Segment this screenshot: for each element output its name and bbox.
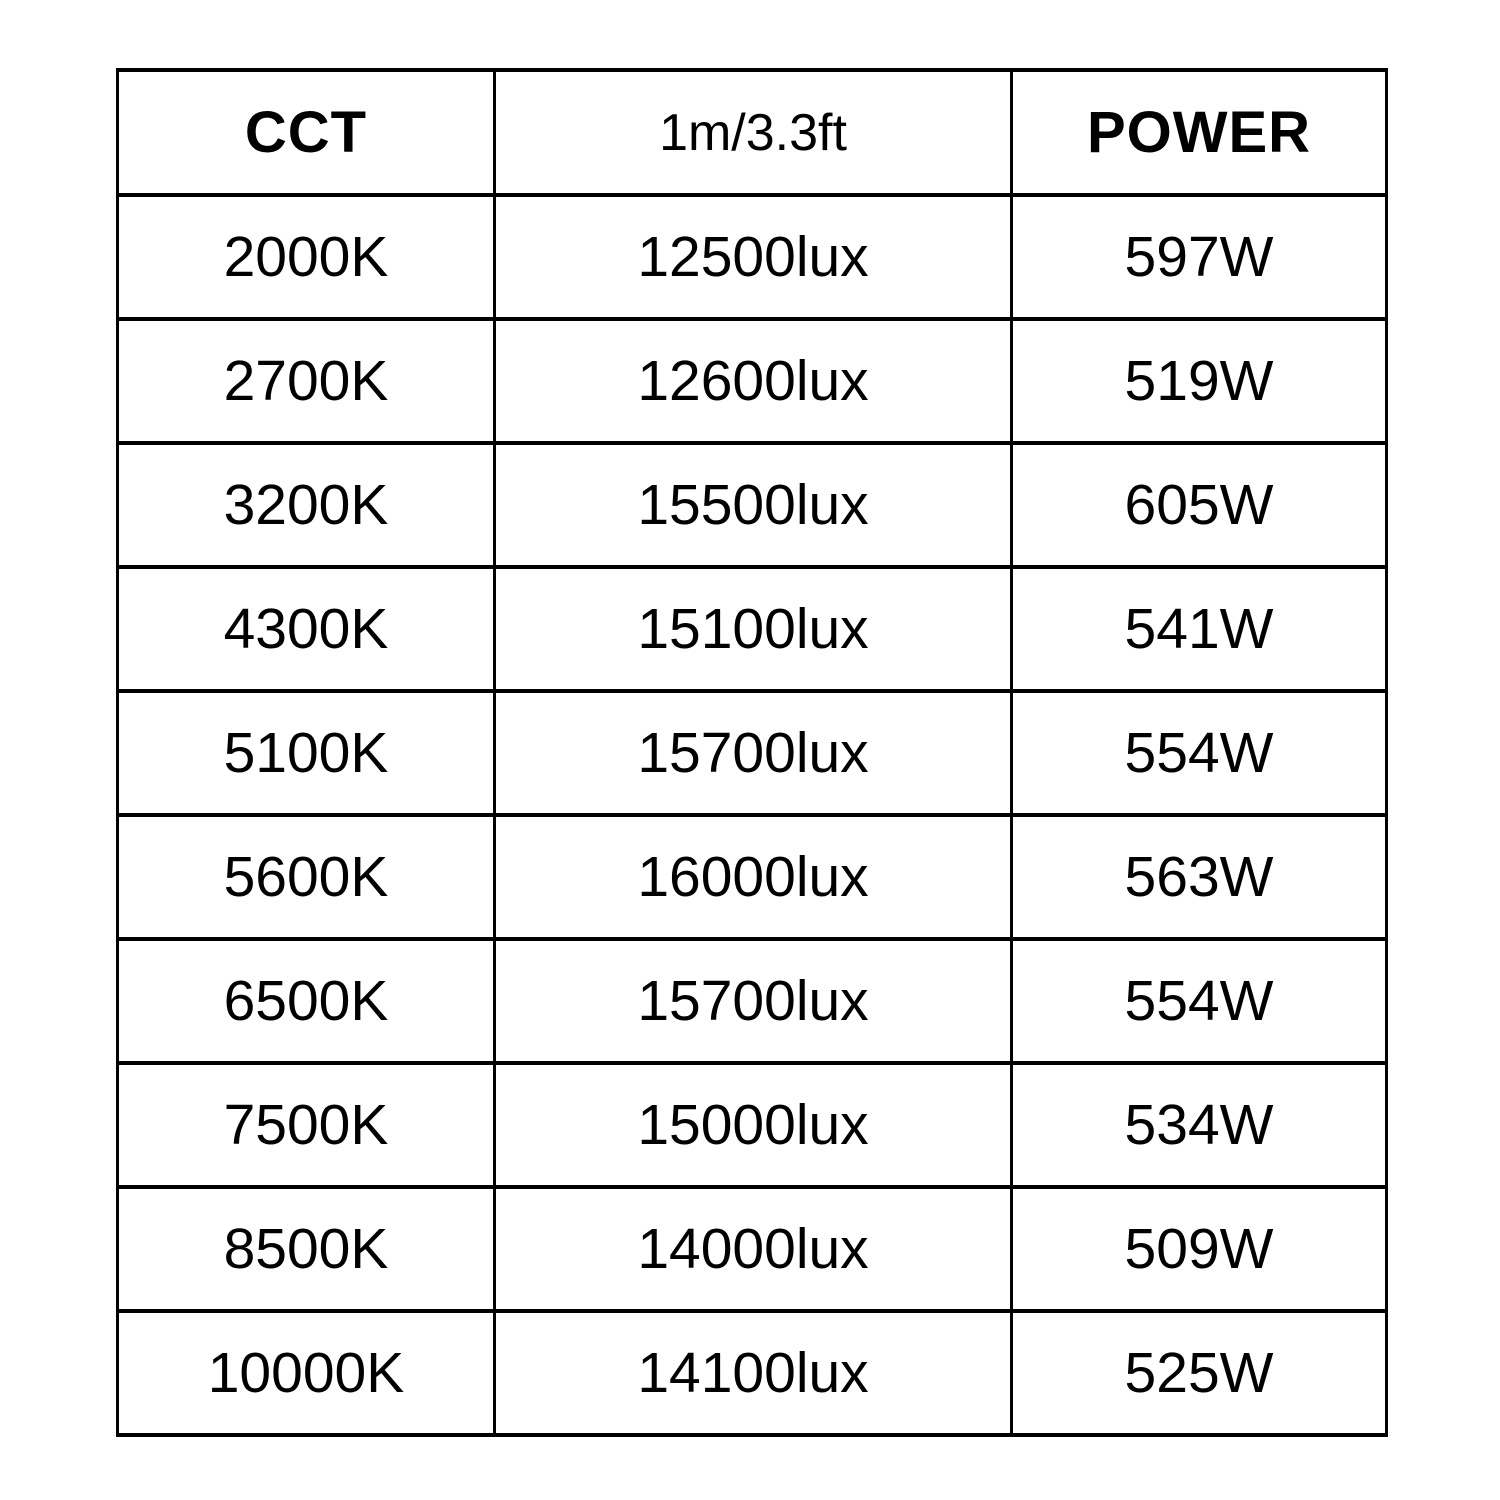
table-body [118,195,1387,1435]
power-cell: 509W [1012,1187,1387,1311]
power-cell: 554W [1012,691,1387,815]
cct-cell: 3200K [118,443,495,567]
header-power: POWER [1012,70,1387,195]
cct-cell: 4300K [118,567,495,691]
cct-cell: 10000K [118,1311,495,1435]
cct-cell: 5600K [118,815,495,939]
table-row [118,939,1387,1063]
lux-cell: 16000lux [495,815,1012,939]
power-cell: 541W [1012,567,1387,691]
cct-cell: 2700K [118,319,495,443]
table-row [118,443,1387,567]
cct-cell: 5100K [118,691,495,815]
cct-cell: 2000K [118,195,495,319]
cct-cell: 6500K [118,939,495,1063]
power-cell: 525W [1012,1311,1387,1435]
power-cell: 519W [1012,319,1387,443]
lux-cell: 15700lux [495,939,1012,1063]
lux-cell: 15500lux [495,443,1012,567]
table-row [118,1187,1387,1311]
power-cell: 563W [1012,815,1387,939]
table-row [118,567,1387,691]
power-cell: 554W [1012,939,1387,1063]
lux-cell: 15000lux [495,1063,1012,1187]
lux-cell: 12500lux [495,195,1012,319]
lux-cell: 14000lux [495,1187,1012,1311]
table-row [118,815,1387,939]
cct-cell: 8500K [118,1187,495,1311]
table-row [118,195,1387,319]
table-row [118,691,1387,815]
lux-cell: 15100lux [495,567,1012,691]
header-row [118,70,1387,195]
table-row [118,319,1387,443]
table-row [118,1311,1387,1435]
power-cell: 534W [1012,1063,1387,1187]
power-cell: 597W [1012,195,1387,319]
cct-cell: 7500K [118,1063,495,1187]
table-header [118,70,1387,195]
lux-cell: 14100lux [495,1311,1012,1435]
power-cell: 605W [1012,443,1387,567]
header-cct: CCT [118,70,495,195]
table-row [118,1063,1387,1187]
lux-cell: 12600lux [495,319,1012,443]
lux-cell: 15700lux [495,691,1012,815]
cct-lux-power-table [116,68,1388,1437]
header-distance: 1m/3.3ft [495,70,1012,195]
